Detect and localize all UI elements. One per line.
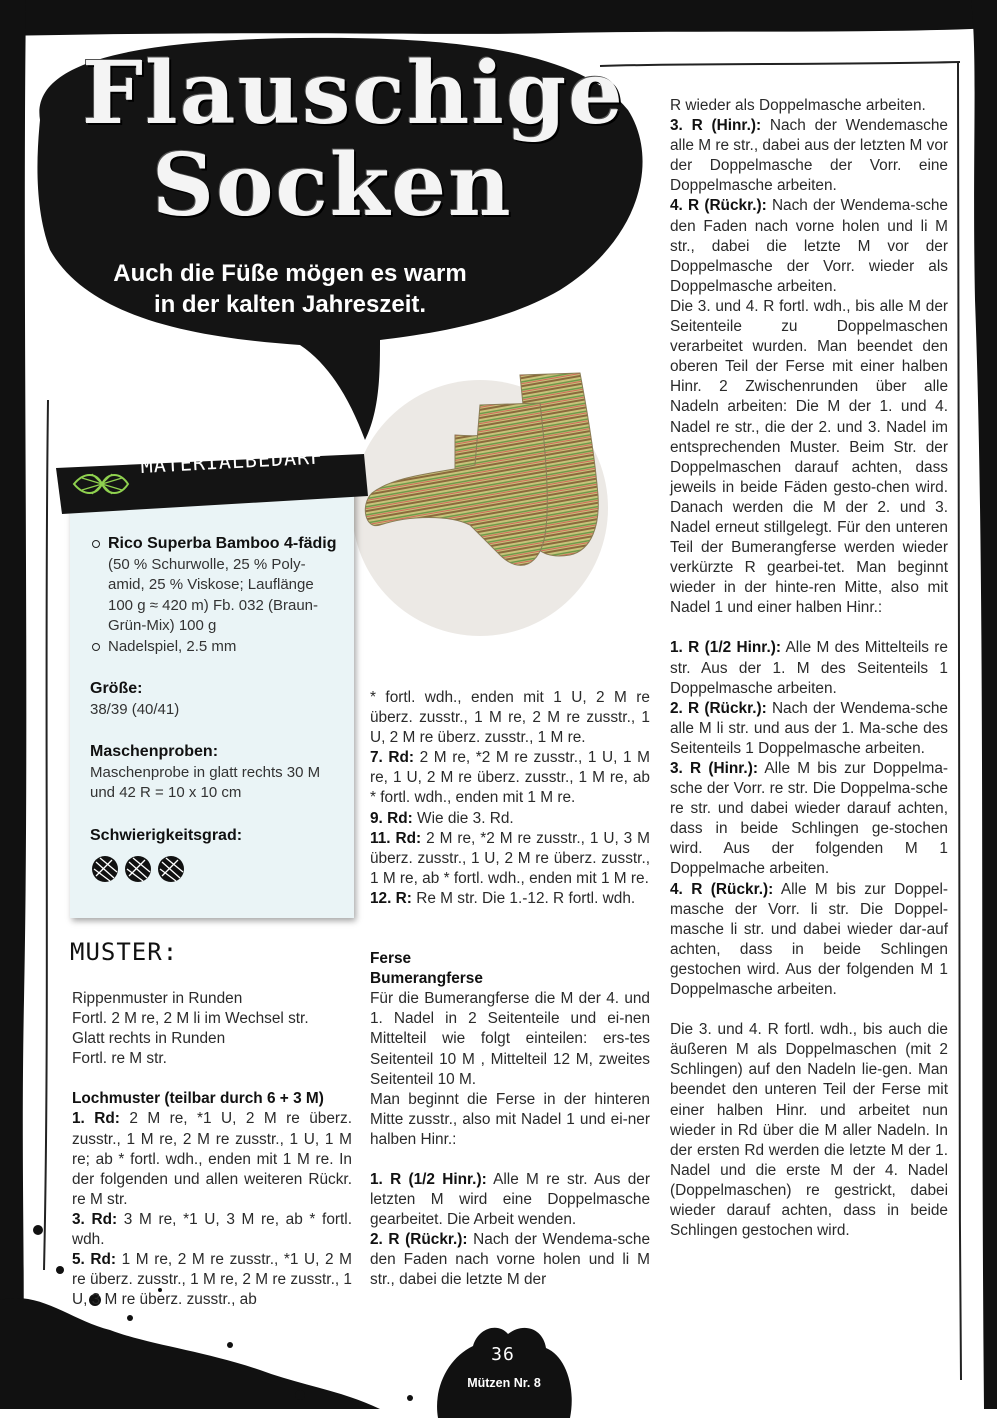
proben-label: Maschenproben: — [90, 743, 219, 760]
magazine-name: Mützen Nr. 8 — [467, 1376, 541, 1390]
row-label: 3. R (Hinr.): — [670, 117, 762, 135]
muster-row — [72, 1210, 352, 1250]
muster-column — [72, 989, 352, 1310]
row-label: 4. R (Rückr.): — [670, 880, 774, 898]
row-text: 1 M re, 2 M re zusstr., *1 U, 2 M re überz. zusstr., 1 M re, 2 M re zusstr., 1 U, 3 M re überz. zusstr., ab — [72, 1251, 352, 1309]
bumerang-text-1: Für die Bumerangferse die M der 4. und 1. Nadel in 2 Seitenteile und ei-nen Mittelteil wie folgt einteilen: ers-tes Seitenteil 10 M , Mittelteil 12 M, zweites Seitenteil 10 M. — [370, 990, 650, 1088]
row-text: Nach der Wendema-sche alle M li str. und aus der 1. Ma-sche des Seitenteils 1 Doppelmasche arbeiten. — [670, 699, 948, 757]
right-row — [670, 880, 948, 1001]
groesse-label: Größe: — [90, 680, 143, 697]
row-text: 2 M re, *2 M re zusstr., 1 U, 1 M re, 1 U, 2 M re überz. zusstr., 1 M re, ab * fortl. wdh., enden mit 1 M re. — [370, 749, 650, 807]
schwierigkeit-label: Schwierigkeitsgrad: — [90, 826, 243, 844]
middle-row — [370, 1170, 650, 1230]
row-text: 3 M re, *1 U, 3 M re, ab * fortl. wdh. — [72, 1210, 352, 1249]
muster-row — [72, 1109, 352, 1209]
material-item-yarn — [90, 534, 342, 637]
yarn-name: Rico Superba Bamboo 4-fädig — [108, 535, 337, 552]
ferse-heading: Ferse — [370, 950, 412, 968]
row-label: 5. Rd: — [72, 1251, 117, 1269]
bumerang-heading: Bumerangferse — [370, 970, 483, 988]
row-label: 2. R (Rückr.): — [670, 699, 767, 717]
row-label: 12. R: — [370, 889, 412, 907]
title-line-2: Socken — [152, 135, 513, 236]
row-label: 2. R (Rückr.): — [370, 1231, 468, 1249]
row-label: 1. Rd: — [72, 1110, 120, 1128]
muster-heading: MUSTER: — [70, 938, 179, 966]
page-number: 36 — [491, 1344, 515, 1365]
yarn-details: (50 % Schurwolle, 25 % Poly-amid, 25 % Viskose; Lauflänge 100 g ≈ 420 m) Fb. 032 (Braun-Grün-Mix) 100 g — [108, 555, 319, 634]
row-label: 11. Rd: — [370, 829, 422, 847]
row-label: 7. Rd: — [370, 749, 415, 767]
row-label: 1. R (1/2 Hinr.): — [670, 639, 781, 657]
middle-row — [370, 889, 650, 909]
material-list — [90, 534, 342, 884]
middle-row — [370, 809, 650, 829]
yarn-ball-icon — [90, 854, 120, 884]
right-row — [670, 638, 948, 698]
middle-continuation: * fortl. wdh., enden mit 1 U, 2 M re überz. zusstr., 1 M re, 2 M re zusstr., 1 U, 2 M re überz. zusstr., 1 M re. — [370, 689, 650, 747]
material-item-needles — [90, 637, 342, 658]
subtitle-line-2: in der kalten Jahreszeit. — [153, 291, 427, 318]
row-text: Re M str. Die 1.-12. R fortl. wdh. — [416, 889, 636, 907]
subtitle — [80, 258, 500, 320]
row-text: Nach der Wendema-sche den Faden nach vorne holen und li M str., dabei die letzte M vor der Doppelmasche der Vorr. wieder als Doppelmasche arbeiten. — [670, 197, 948, 295]
right-column — [670, 96, 948, 1241]
difficulty-rating — [90, 854, 342, 884]
bumerang-text-2: Man beginnt die Ferse in der hinteren Mitte zusstr., also mit Nadel 1 und ei-ner halben Hinr.: — [370, 1090, 650, 1148]
middle-row — [370, 748, 650, 808]
right-row — [670, 116, 948, 196]
muster-intro-3: Glatt rechts in Runden — [72, 1030, 226, 1048]
row-text: Nach der Wendemasche alle M re str., dabei aus der letzten M vor der Doppelmasche der Vorr. eine Doppelmasche arbeiten. — [670, 117, 949, 195]
material-label: MATERIALBEDARF — [140, 444, 324, 478]
row-label: 9. Rd: — [370, 809, 413, 827]
row-text: Alle M re str. Aus der letzten M wird eine Doppelmasche gearbeitet. Die Arbeit wenden. — [370, 1170, 650, 1229]
needles-text: Nadelspiel, 2.5 mm — [108, 637, 237, 655]
muster-intro-1: Rippenmuster in Runden — [72, 990, 243, 1007]
socks-image — [360, 365, 610, 595]
row-text: 2 M re, *2 M re zusstr., 1 U, 3 M überz. zusstr., 1 U, 2 M re überz. zusstr., 1 M re, ab * fortl. wdh., enden mit 1 M re. — [370, 829, 650, 887]
title-line-1: Flauschige — [82, 43, 625, 144]
muster-row — [72, 1250, 352, 1310]
groesse-value: 38/39 (40/41) — [90, 700, 180, 718]
lochmuster-heading: Lochmuster (teilbar durch 6 + 3 M) — [72, 1090, 324, 1108]
row-text: Nach der Wendema-sche den Faden nach vorne holen und li M str., dabei die letzte M der — [370, 1231, 651, 1289]
proben-value: Maschenprobe in glatt rechts 30 M und 42 R = 10 x 10 cm — [90, 763, 321, 801]
row-text: Alle M des Mittelteils re str. Aus der 1. M des Seitenteils 1 Doppelmasche arbeiten. — [670, 639, 948, 697]
right-paragraph-1: Die 3. und 4. R fortl. wdh., bis alle M der Seitenteile zu Doppelmaschen verarbeitet wurden. Man beendet den oberen Teil der Ferse mit einer halben Hinr. 2 Zwischenrunden über alle Nadeln arbeiten: Die M der 1. und 4. Nadel re str., die der 2. und 3. Nadel im entsprechenden Muster. Beim Str. der Doppelmaschen darauf achten, dass jeweils in beide Fäden gesto-chen wird. Danach werden die M der 2. und 3. Nadel erneut stillgelegt. Für den unteren Teil der Bumerangferse werden wieder verkürzte R gearbei-tet. Man beginnt wieder in der hinte-ren Mitte, also mit Nadel 1 und einer halben Hinr.: — [670, 297, 948, 617]
right-row — [670, 759, 948, 880]
right-row — [670, 196, 948, 296]
row-text: Alle M bis zur Doppel-masche der Vorr. li str. Die Doppel-masche li str. und dabei wieder dar-auf achten, dass in beide Schlingen gestochen wird. Aus der folgenden M 1 Doppelmasche arbeiten. — [670, 880, 948, 999]
muster-intro-4: Fortl. re M str. — [72, 1050, 167, 1068]
yarn-ball-icon — [123, 854, 153, 884]
row-text: Alle M bis zur Doppelma-sche der Vorr. re str. Die Doppelma-sche re str. und dabei wieder darauf achten, dass in beide Schlingen ge-stochen wird. Aus der folgenden M 1 Doppelmache arbeiten. — [670, 760, 949, 878]
row-label: 3. Rd: — [72, 1210, 118, 1228]
row-text: Wie die 3. Rd. — [417, 809, 514, 827]
right-paragraph-2: Die 3. und 4. R fortl. wdh., bis auch die äußeren M als Doppelmaschen (mit 2 Schlingen) auf den Nadeln lie-gen. Man beendet den unteren Teil der Ferse mit einer halben Hinr. und arbeitet nun wieder in Rd über die M aller Nadeln. In der ersten Rd werden die letzte M der 1. Nadel und die erste M der 4. Nadel (Doppelmaschen) re gestrickt, dabei wieder darauf achten, dass in beide Schlingen gestochen wird. — [670, 1021, 948, 1240]
right-continuation: R wieder als Doppelmasche arbeiten. — [670, 97, 926, 114]
right-row — [670, 699, 948, 759]
footer-badge — [428, 1318, 578, 1418]
row-label: 3. R (Hinr.): — [670, 760, 758, 777]
row-label: 1. R (1/2 Hinr.): — [370, 1170, 487, 1188]
row-label: 4. R (Rückr.): — [670, 197, 767, 215]
row-text: 2 M re, *1 U, 2 M re überz. zusstr., 1 M re, 2 M re zusstr., 1 U, 1 M re; ab * fortl. wdh., enden mit 1 M re. In der folgenden und allen weiteren Rückr. re M str. — [72, 1110, 352, 1208]
muster-intro-2: Fortl. 2 M re, 2 M li im Wechsel str. — [72, 1010, 309, 1028]
subtitle-line-1: Auch die Füße mögen es warm — [113, 260, 467, 287]
middle-row — [370, 1230, 650, 1290]
middle-column — [370, 688, 650, 1291]
middle-row — [370, 829, 650, 889]
yarn-ball-icon — [156, 854, 186, 884]
